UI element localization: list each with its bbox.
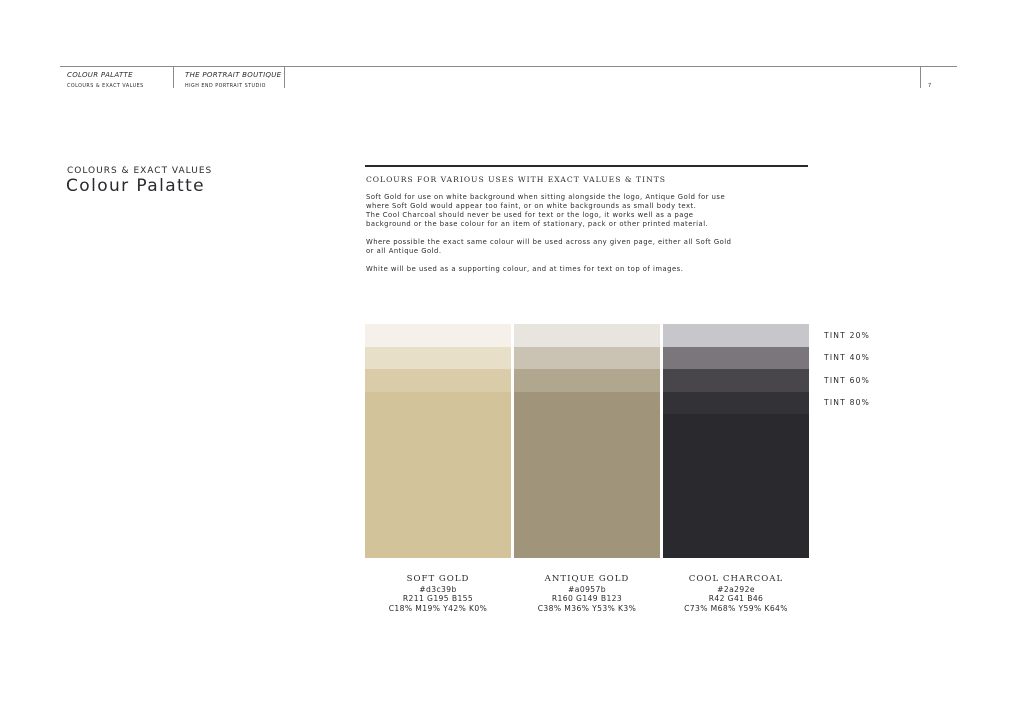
body-text xyxy=(366,193,816,274)
header-divider xyxy=(284,66,285,88)
colour-cmyk: C38% M36% Y53% K3% xyxy=(537,603,637,613)
tint-80 xyxy=(514,392,660,415)
header-brand-subtitle: HIGH END PORTRAIT STUDIO xyxy=(185,84,266,89)
body-line: Where possible the exact same colour will be used across any given page, either all Soft Gold xyxy=(366,238,732,246)
tint-40 xyxy=(663,347,809,370)
tint-60 xyxy=(365,369,511,392)
base-colour xyxy=(663,414,809,558)
tint-label: TINT 80% xyxy=(824,398,871,407)
colour-rgb: R42 G41 B46 xyxy=(708,594,764,604)
body-line: where Soft Gold would appear too faint, or on white backgrounds as small body text. xyxy=(366,202,697,210)
body-line: or all Antique Gold. xyxy=(366,247,442,255)
colour-rgb: R160 G149 B123 xyxy=(551,594,623,604)
body-line: White will be used as a supporting colour, and at times for text on top of images. xyxy=(366,265,684,273)
swatch-cool-charcoal xyxy=(663,324,809,558)
tint-40 xyxy=(514,347,660,370)
body-line: Soft Gold for use on white background when sitting alongside the logo, Antique Gold for use xyxy=(366,193,726,201)
swatch-soft-gold xyxy=(365,324,511,558)
header-rule xyxy=(60,66,957,67)
colour-name: SOFT GOLD xyxy=(406,574,470,584)
base-colour xyxy=(514,414,660,558)
header-divider xyxy=(173,66,174,88)
colour-rgb: R211 G195 B155 xyxy=(402,594,474,604)
tint-60 xyxy=(663,369,809,392)
tint-20 xyxy=(663,324,809,347)
colour-hex: #d3c39b xyxy=(419,585,457,594)
caption-antique-gold xyxy=(507,574,667,613)
tint-label: TINT 20% xyxy=(824,331,871,340)
tint-label: TINT 40% xyxy=(824,353,871,362)
colour-cmyk: C73% M68% Y59% K64% xyxy=(684,603,788,613)
colour-name: COOL CHARCOAL xyxy=(688,574,784,584)
tint-label: TINT 60% xyxy=(824,376,871,385)
header-section-title: COLOUR PALATTE xyxy=(67,71,133,79)
tint-60 xyxy=(514,369,660,392)
colour-cmyk: C18% M19% Y42% K0% xyxy=(388,603,488,613)
tint-40 xyxy=(365,347,511,370)
colour-hex: #a0957b xyxy=(568,585,606,594)
body-line: background or the base colour for an item of stationary, pack or other printed material. xyxy=(366,220,709,228)
tint-20 xyxy=(365,324,511,347)
section-eyebrow: COLOURS & EXACT VALUES xyxy=(67,166,213,176)
header-divider xyxy=(920,66,921,88)
colour-name: ANTIQUE GOLD xyxy=(544,574,630,584)
header-brand-title: THE PORTRAIT BOUTIQUE xyxy=(185,71,282,79)
colour-hex: #2a292e xyxy=(717,585,755,594)
base-colour xyxy=(365,414,511,558)
page-number: 7 xyxy=(928,83,932,89)
tint-20 xyxy=(514,324,660,347)
section-rule xyxy=(365,165,808,167)
header-section-subtitle: COLOURS & EXACT VALUES xyxy=(67,84,144,89)
body-line: The Cool Charcoal should never be used for text or the logo, it works well as a page xyxy=(366,211,694,219)
tint-80 xyxy=(663,392,809,415)
caption-soft-gold xyxy=(358,574,518,613)
page-title: Colour Palatte xyxy=(66,176,205,196)
caption-cool-charcoal xyxy=(656,574,816,613)
tint-80 xyxy=(365,392,511,415)
section-heading: COLOURS FOR VARIOUS USES WITH EXACT VALUES & TINTS xyxy=(366,175,666,184)
swatch-antique-gold xyxy=(514,324,660,558)
